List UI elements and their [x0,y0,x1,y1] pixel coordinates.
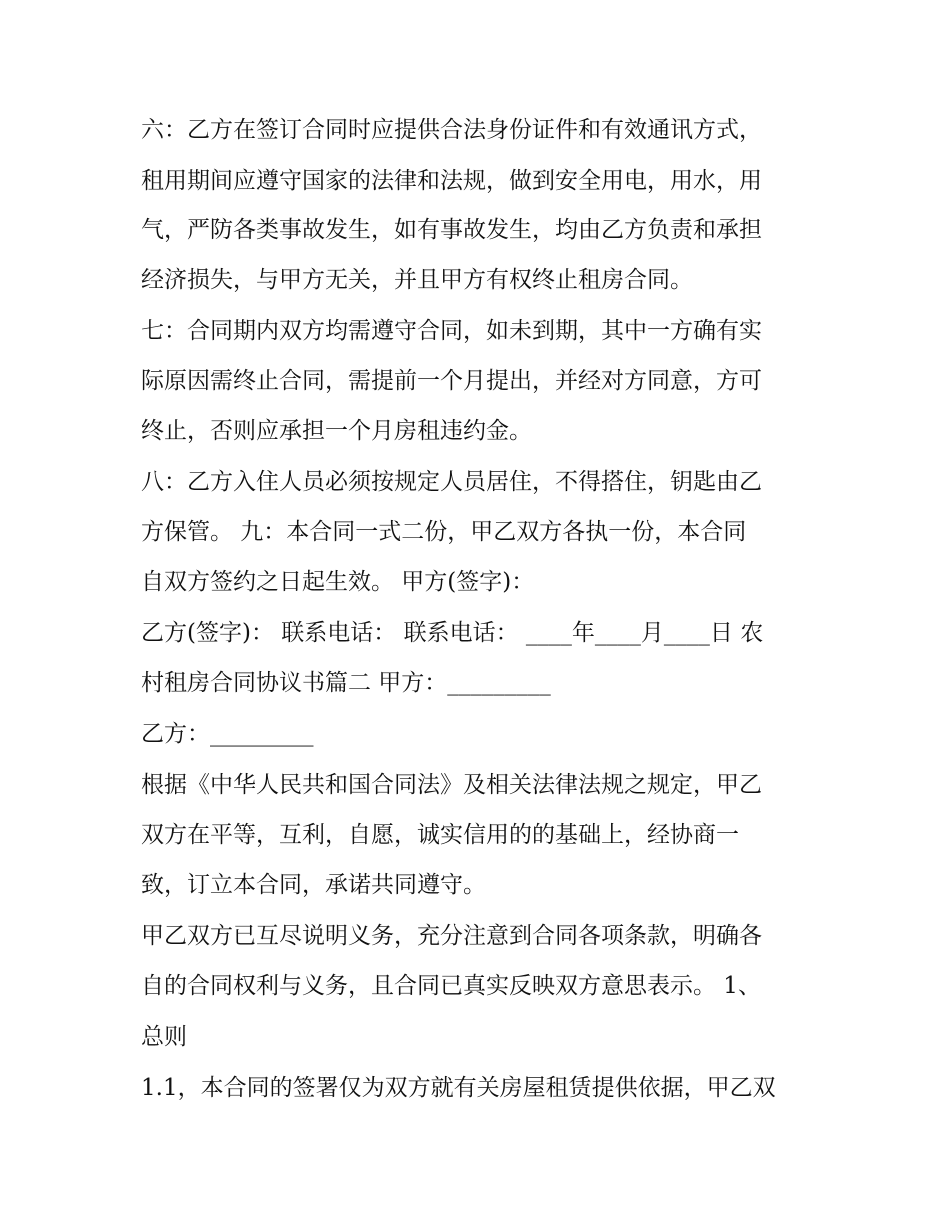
text-line: 1.1，本合同的签署仅为双方就有关房屋租赁提供依据，甲乙双 [141,1075,776,1101]
text-line: 终止，否则应承担一个月房租违约金。 [141,418,532,444]
text-line: 致，订立本合同，承诺共同遵守。 [141,872,486,898]
text-line: 八：乙方入住人员必须按规定人员居住，不得搭住，钥匙由乙 [141,469,762,495]
text-line: 经济损失，与甲方无关，并且甲方有权终止租房合同。 [141,267,693,293]
text-line: 方保管。 九：本合同一式二份，甲乙双方各执一份，本合同 [141,519,747,545]
text-line: 甲乙双方已互尽说明义务，充分注意到合同各项条款，明确各 [141,923,762,949]
text-line: 租用期间应遵守国家的法律和法规，做到安全用电，用水，用 [141,168,762,194]
text-line: 七：合同期内双方均需遵守合同，如未到期，其中一方确有实 [141,318,762,344]
text-line: 总则 [141,1024,187,1050]
text-line: 乙方(签字)： 联系电话： 联系电话： ____年____月____日 农 [141,620,764,646]
text-line: 六：乙方在签订合同时应提供合法身份证件和有效通讯方式， [141,117,762,143]
text-line: 乙方：_________ [141,721,314,747]
text-line: 自的合同权利与义务，且合同已真实反映双方意思表示。 1、 [141,973,761,999]
text-line: 村租房合同协议书篇二 甲方：_________ [141,670,551,696]
text-line: 气，严防各类事故发生，如有事故发生，均由乙方负责和承担 [141,217,762,243]
text-line: 双方在平等，互利，自愿，诚实信用的的基础上，经协商一 [141,822,739,848]
text-line: 际原因需终止合同，需提前一个月提出，并经对方同意，方可 [141,368,762,394]
text-line: 自双方签约之日起生效。 甲方(签字)： [141,569,535,595]
text-line: 根据《中华人民共和国合同法》及相关法律法规之规定，甲乙 [141,772,762,798]
